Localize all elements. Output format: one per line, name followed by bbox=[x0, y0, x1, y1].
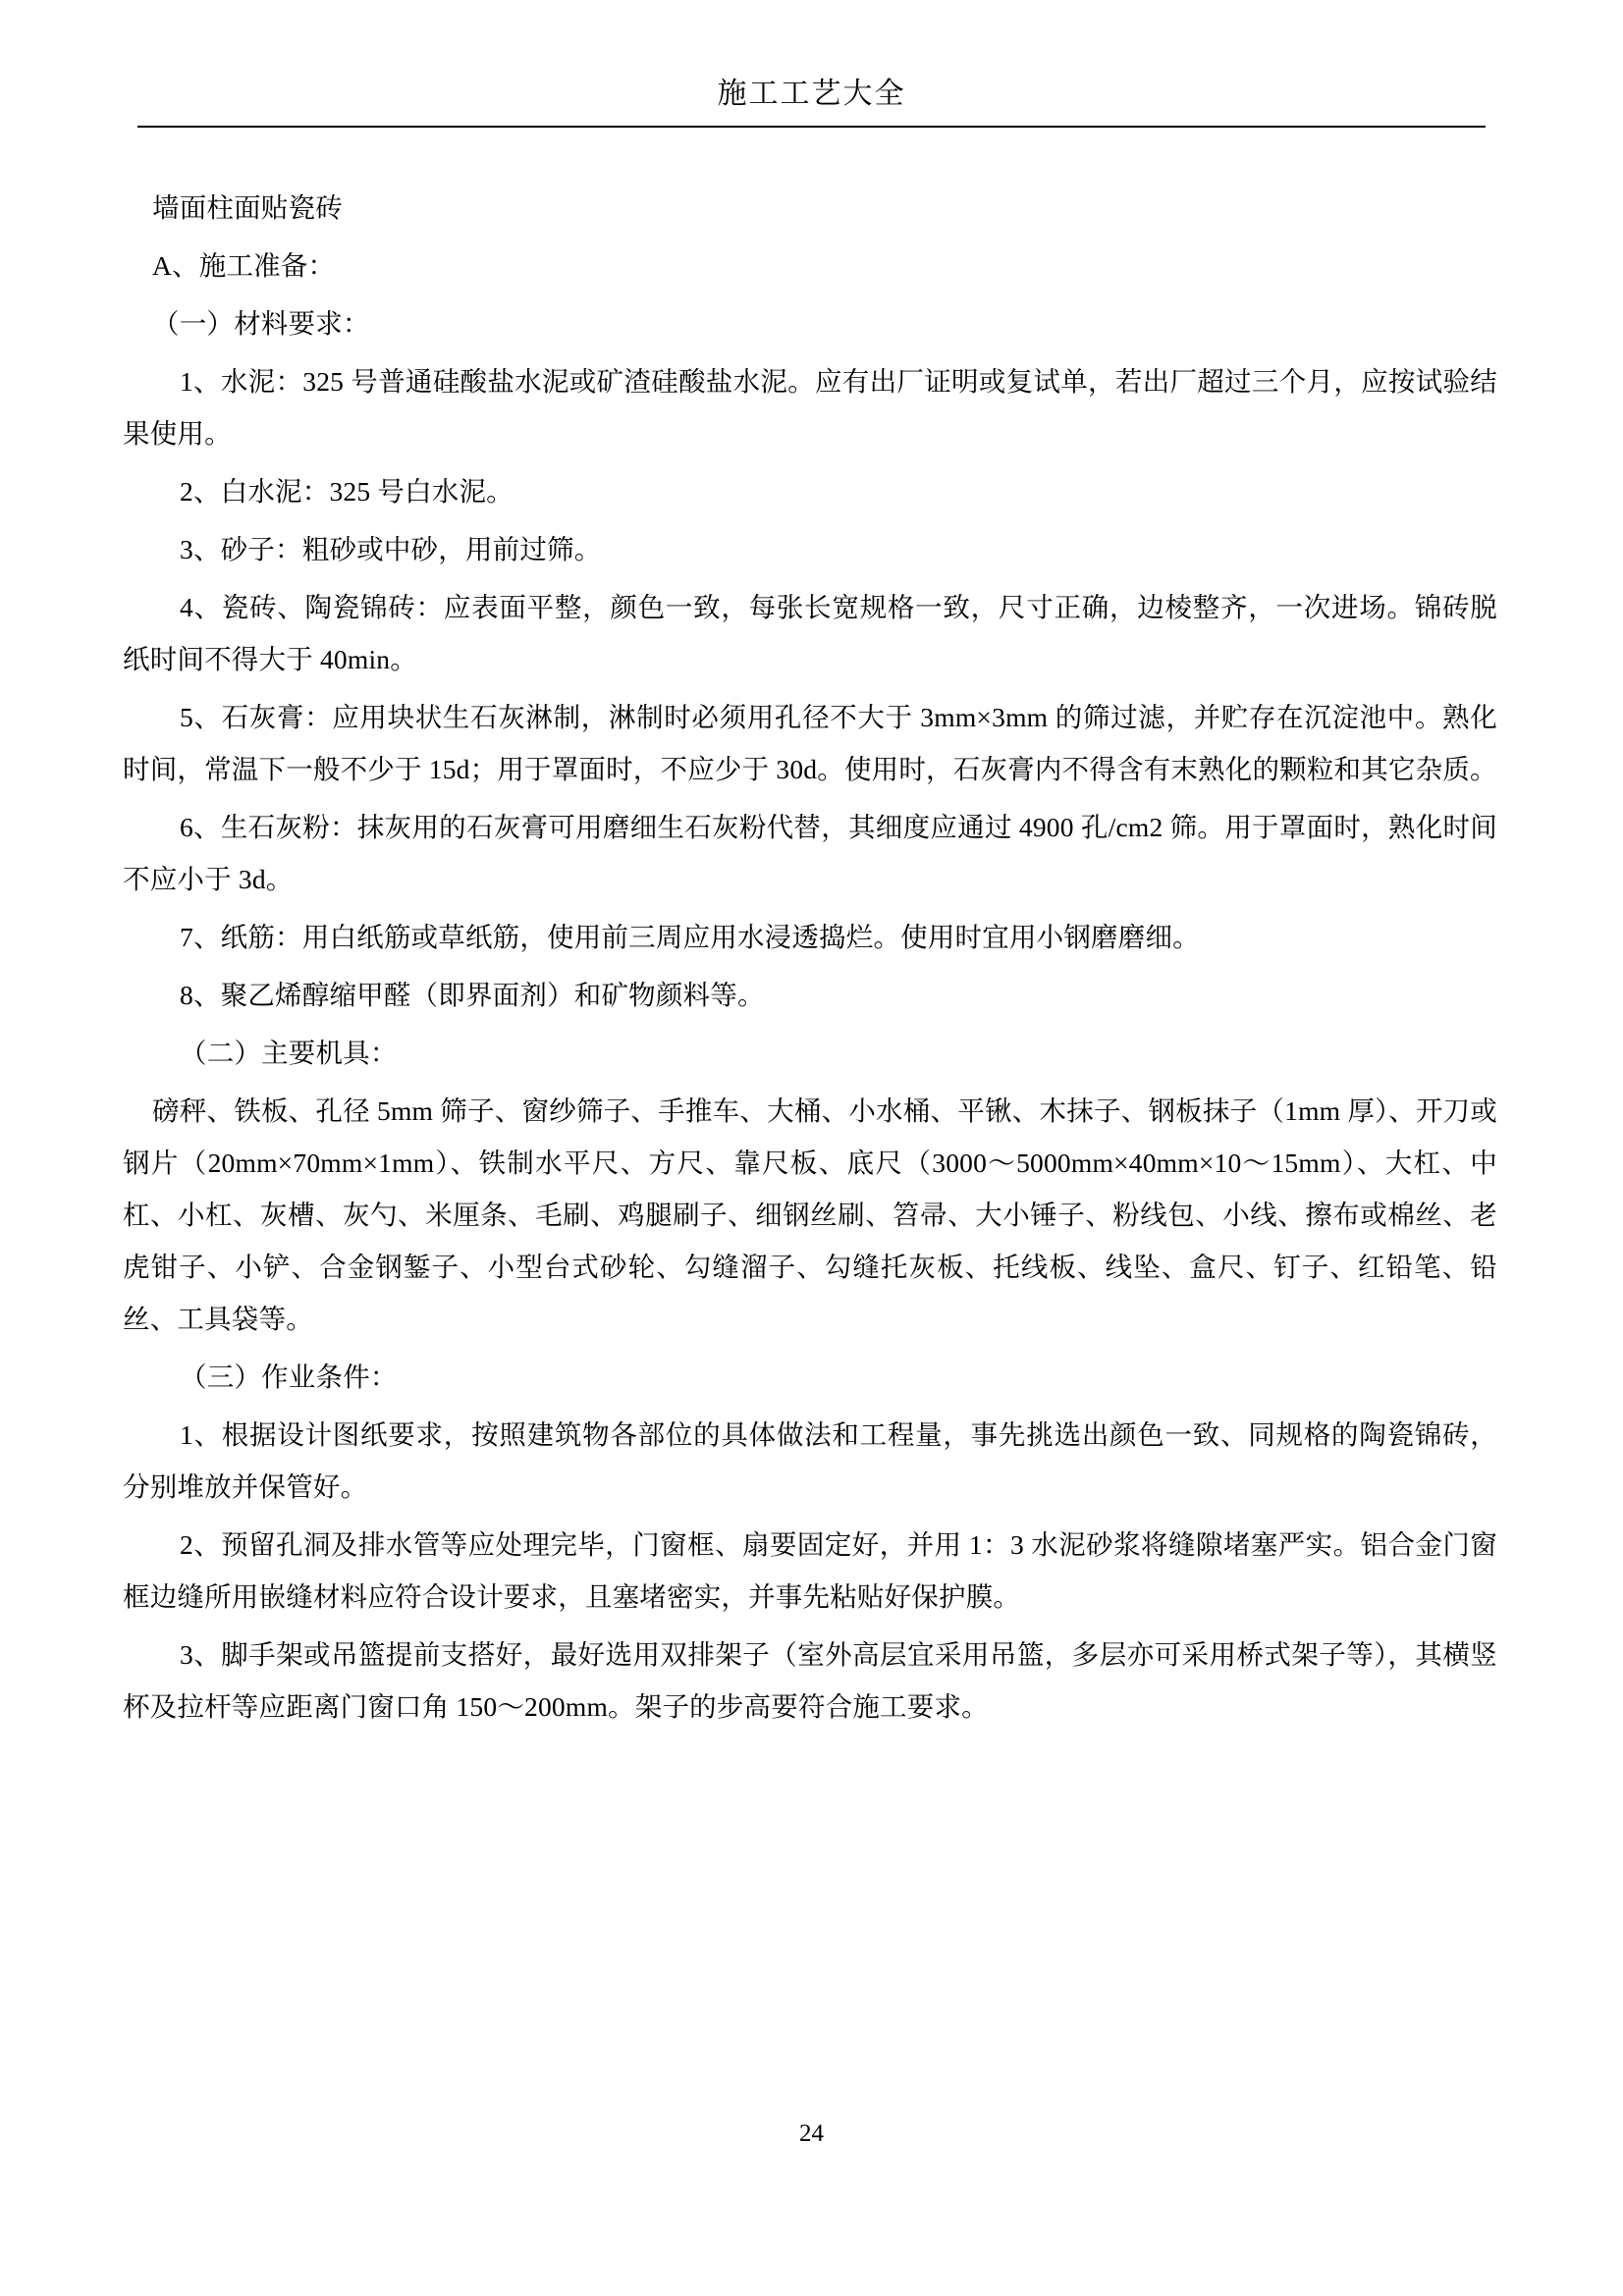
paragraph-item-3: 3、砂子：粗砂或中砂，用前过筛。 bbox=[180, 534, 602, 564]
paragraph-item-2: 2、白水泥：325 号白水泥。 bbox=[180, 476, 514, 507]
paragraph-item-8: 8、聚乙烯醇缩甲醛（即界面剂）和矿物颜料等。 bbox=[180, 980, 765, 1010]
page-footer bbox=[0, 2120, 1623, 2148]
paragraph-section-a: A、施工准备： bbox=[152, 250, 336, 281]
header-title: 施工工艺大全 bbox=[717, 78, 906, 110]
paragraph-item-4: 4、瓷砖、陶瓷锦砖：应表面平整，颜色一致，每张长宽规格一致，尺寸正确，边棱整齐，一次进场。锦砖脱纸时间不得大于 40min。 bbox=[123, 592, 1497, 674]
paragraph-subsection-two: （二）主要机具： bbox=[180, 1038, 398, 1068]
paragraph-condition-2: 2、预留孔洞及排水管等应处理完毕，门窗框、扇要固定好，并用 1：3 水泥砂浆将缝隙堵塞严实。铝合金门窗框边缝所用嵌缝材料应符合设计要求，且塞堵密实，并事先粘贴好保护膜。 bbox=[123, 1529, 1497, 1612]
paragraph-subsection-three: （三）作业条件： bbox=[180, 1362, 398, 1392]
page-header bbox=[137, 77, 1486, 112]
paragraph-condition-3: 3、脚手架或吊篮提前支搭好，最好选用双排架子（室外高层宜采用吊篮，多层亦可采用桥式架子等），其横竖杯及拉杆等应距离门窗口角 150～200mm。架子的步高要符合施工要求。 bbox=[123, 1639, 1497, 1722]
paragraph-condition-1: 1、根据设计图纸要求，按照建筑物各部位的具体做法和工程量，事先挑选出颜色一致、同规格的陶瓷锦砖，分别堆放并保管好。 bbox=[123, 1419, 1497, 1502]
paragraph-item-1: 1、水泥：325 号普通硅酸盐水泥或矿渣硅酸盐水泥。应有出厂证明或复试单，若出厂超过三个月，应按试验结果使用。 bbox=[123, 366, 1497, 449]
paragraph-tools-list: 磅秤、铁板、孔径 5mm 筛子、窗纱筛子、手推车、大桶、小水桶、平锹、木抹子、钢板抹子（1mm 厚）、开刀或钢片（20mm×70mm×1mm）、铁制水平尺、方尺、靠尺板、底尺（3000～5000mm×40mm×10～15mm）、大杠、中杠、小杠、灰槽、灰勺、米厘条、毛刷、鸡腿刷子、细钢丝刷、笤帚、大小锤子、粉线包、小线、擦布或棉丝、老虎钳子、小铲、合金钢錾子、小型台式砂轮、勾缝溜子、勾缝托灰板、托线板、线坠、盒尺、钉子、红铅笔、铅丝、工具袋等。 bbox=[123, 1095, 1497, 1334]
document-body bbox=[123, 182, 1497, 1738]
paragraph-item-6: 6、生石灰粉：抹灰用的石灰膏可用磨细生石灰粉代替，其细度应通过 4900 孔/cm2 筛。用于罩面时，熟化时间不应小于 3d。 bbox=[123, 812, 1497, 894]
header-divider bbox=[137, 126, 1486, 128]
page-number: 24 bbox=[799, 2120, 824, 2147]
paragraph-item-5: 5、石灰膏：应用块状生石灰淋制，淋制时必须用孔径不大于 3mm×3mm 的筛过滤，并贮存在沉淀池中。熟化时间，常温下一般不少于 15d；用于罩面时，不应少于 30d。使用时，石灰膏内不得含有末熟化的颗粒和其它杂质。 bbox=[123, 702, 1497, 784]
paragraph-subsection-one: （一）材料要求： bbox=[152, 308, 370, 339]
paragraph-title: 墙面柱面贴瓷砖 bbox=[152, 192, 343, 223]
paragraph-item-7: 7、纸筋：用白纸筋或草纸筋，使用前三周应用水浸透捣烂。使用时宜用小钢磨磨细。 bbox=[180, 922, 1200, 952]
